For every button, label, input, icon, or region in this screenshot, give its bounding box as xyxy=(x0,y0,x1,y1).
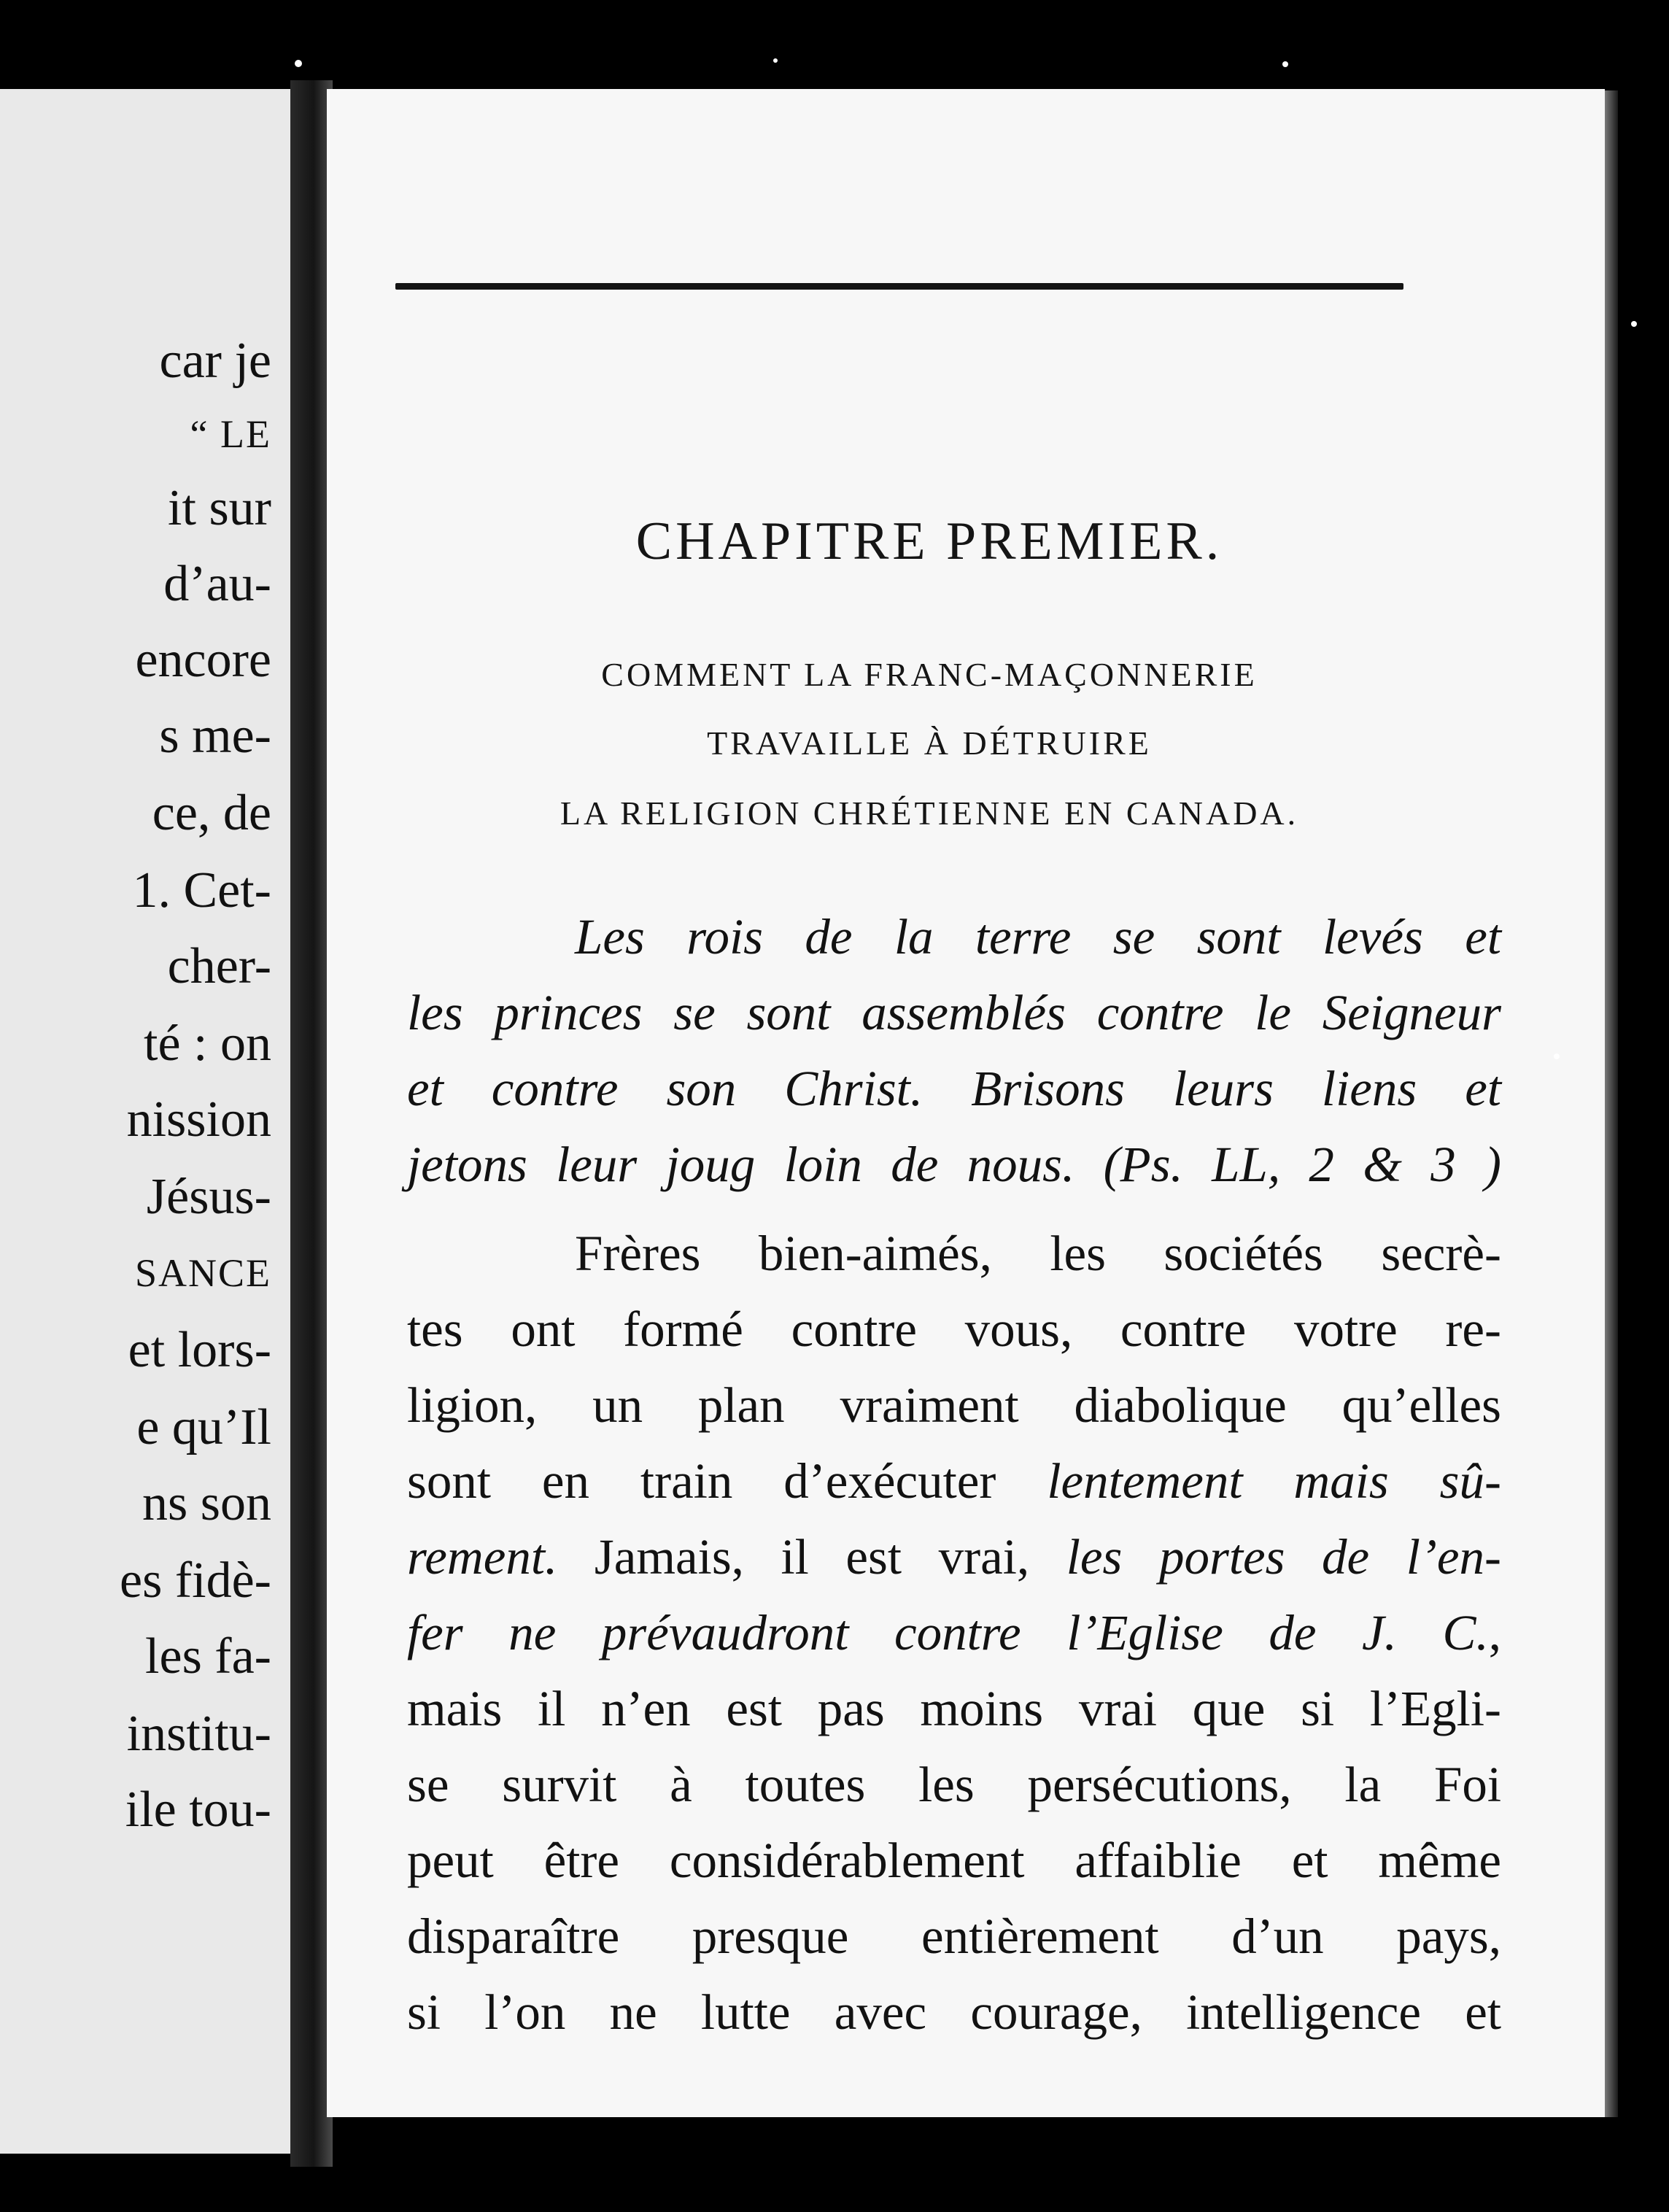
body-line: peut être considérablement affaiblie et même xyxy=(407,1833,1501,1888)
italic-phrase: fer ne prévaudront contre l’Eglise de J. C. xyxy=(407,1605,1489,1660)
scan-speck xyxy=(773,58,778,63)
chapter-subtitle-line: TRAVAILLE À DÉTRUIRE xyxy=(707,724,1152,762)
body-line: si l’on ne lutte avec courage, intelligence et xyxy=(407,1984,1501,2040)
scan-speck xyxy=(1631,321,1637,327)
left-page-fragment xyxy=(0,89,290,2154)
left-page-line: encore xyxy=(135,632,271,688)
epigraph-line: les princes se sont assemblés contre le Seigneur xyxy=(407,985,1501,1040)
body-text: sont en train d’exécuter xyxy=(407,1453,996,1509)
body-text: Jamais, il est vrai, xyxy=(594,1529,1030,1585)
body-line xyxy=(407,1605,1501,1660)
left-page-line: ce, de xyxy=(152,785,271,841)
left-page-line: d’au- xyxy=(163,556,271,612)
scan-speck xyxy=(1282,61,1288,67)
left-page-line: et lors- xyxy=(128,1322,271,1378)
page-edge-shadow xyxy=(1605,90,1618,2117)
scan-speck xyxy=(295,60,302,67)
body-text: , xyxy=(1488,1605,1501,1660)
body-line: disparaître presque entièrement d’un pays, xyxy=(407,1909,1501,1964)
left-page-line: Jésus- xyxy=(146,1169,271,1225)
left-page-line: it sur xyxy=(168,480,271,536)
left-page-line: ile tou- xyxy=(125,1782,271,1838)
left-page-line: e qu’Il xyxy=(136,1399,271,1455)
body-line: se survit à toutes les persécutions, la Foi xyxy=(407,1757,1501,1812)
left-page-line: es fidè- xyxy=(120,1552,271,1609)
body-line: Frères bien-aimés, les sociétés secrè- xyxy=(575,1226,1501,1281)
body-line xyxy=(407,1529,1502,1585)
left-page-line: 1. Cet- xyxy=(132,862,271,919)
right-page xyxy=(327,89,1605,2117)
scan-speck xyxy=(1554,1053,1560,1059)
epigraph-line: et contre son Christ. Brisons leurs liens et xyxy=(407,1061,1501,1116)
left-page-line: les fa- xyxy=(145,1628,271,1685)
epigraph-line: Les rois de la terre se sont levés et xyxy=(575,909,1501,964)
left-page-line: car je xyxy=(159,333,271,389)
left-page-line: té : on xyxy=(144,1016,271,1072)
left-page-line: “ LE xyxy=(190,412,271,456)
body-line: tes ont formé contre vous, contre votre re- xyxy=(407,1302,1501,1357)
header-rule xyxy=(395,283,1403,290)
chapter-title: CHAPITRE PREMIER. xyxy=(635,511,1223,571)
italic-phrase: les portes de l’en- xyxy=(1066,1529,1502,1585)
epigraph-line: jetons leur joug loin de nous. (Ps. LL, 2 & 3 ) xyxy=(407,1137,1501,1192)
chapter-subtitle-line: COMMENT LA FRANC-MAÇONNERIE xyxy=(601,656,1258,693)
left-page-line: SANCE xyxy=(134,1251,271,1295)
body-line xyxy=(407,1453,1501,1509)
left-page-line: cher- xyxy=(167,938,271,994)
left-page-line: nission xyxy=(126,1091,271,1148)
left-page-line: s me- xyxy=(159,708,271,764)
italic-phrase: lentement mais sû- xyxy=(1047,1453,1501,1509)
italic-phrase: rement. xyxy=(407,1529,558,1585)
body-line: ligion, un plan vraiment diabolique qu’elles xyxy=(407,1377,1501,1433)
body-line: mais il n’en est pas moins vrai que si l’Egli- xyxy=(407,1681,1501,1736)
left-page-line: institu- xyxy=(126,1706,271,1762)
left-page-line: ns son xyxy=(142,1475,271,1531)
chapter-subtitle-line: LA RELIGION CHRÉTIENNE EN CANADA. xyxy=(559,794,1299,832)
